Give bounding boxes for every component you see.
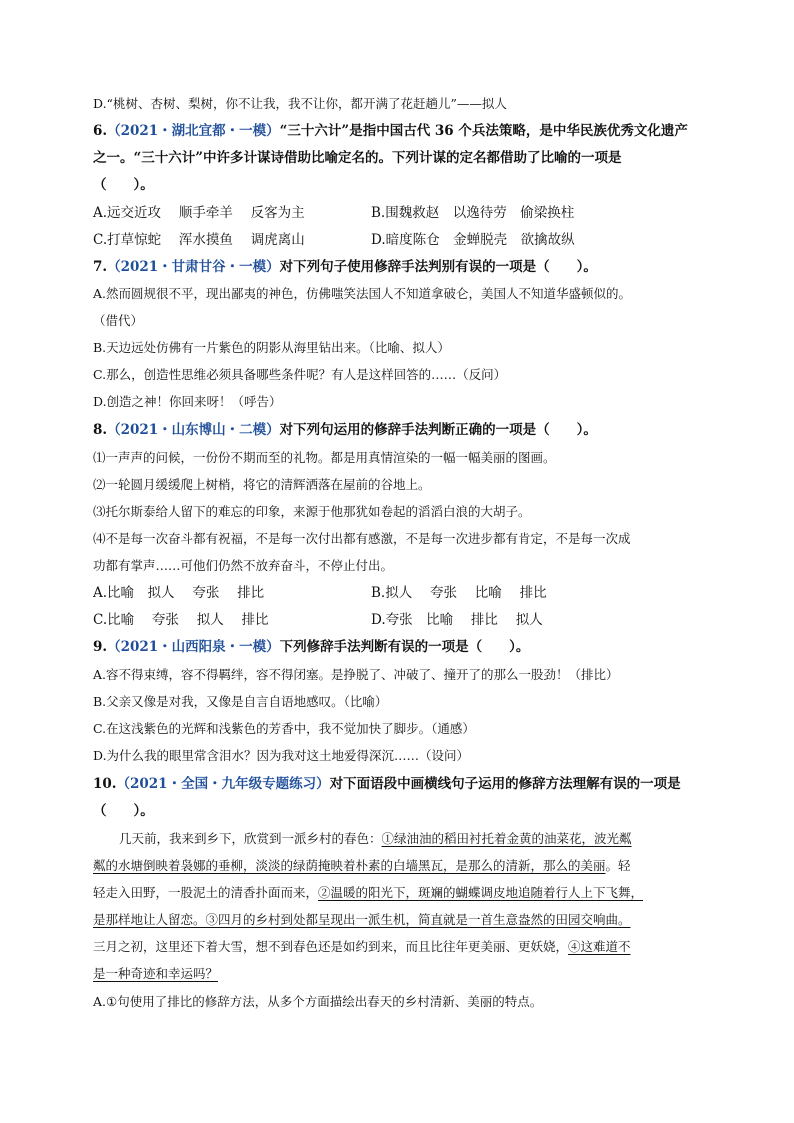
q7-option-a-line1: A.然而圆规很不平，现出鄙夷的神色，仿佛嗤笑法国人不知道拿破仑，美国人不知道华盛顿似的。 [93,286,632,301]
q6-stem-line3: （ ）。 [93,177,154,193]
q7-stem-text: 对下列句子使用修辞手法判别有误的一项是（ ）。 [279,259,597,275]
q10-passage-line4 [93,910,631,930]
q6-option-b: B.围魏救赵 以逸待劳 偷梁换柱 [371,205,575,221]
q10-stem-line2: （ ）。 [93,803,154,819]
q7-number: 7. [93,259,108,275]
q6-stem-text1: “三十六计”是指中国古代 36 个兵法策略，是中华民族优秀文化遗产 [279,123,688,139]
q6-option-a: A.远交近攻 顺手牵羊 反客为主 [93,205,305,221]
q7-option-d: D.创造之神！你回来呀！（呼告） [93,394,282,409]
q9-stem [93,637,529,657]
q7-option-c: C.那么，创造性思维必须具备哪些条件呢？有人是这样回答的……（反问） [93,367,507,382]
q10-source: （2021・全国・九年级专题练习） [116,776,330,792]
q10-passage-text: 。轻 [605,858,631,873]
q8-number: 8. [93,422,108,438]
q7-option-b: B.天边远处仿佛有一片紫色的阴影从海里钻出来。（比喻、拟人） [93,340,450,355]
q9-option-c: C.在这浅紫色的光辉和浅紫色的芳香中，我不觉加快了脚步。（通感） [93,721,475,736]
q10-passage-line5 [93,937,631,957]
q10-passage-line6 [93,964,218,984]
q10-underlined-sentence-4-cont: 是一种奇迹和幸运吗？ [93,966,219,981]
q6-stem-line2: 之一。“三十六计”中许多计谋诗借助比喻定名的。下列计谋的定名都借助了比喻的一项是 [93,150,622,166]
q10-stem-text: 对下面语段中画横线句子运用的修辞方法理解有误的一项是 [329,776,681,792]
q10-underlined-sentence-1-cont: 粼的水塘倒映着袅娜的垂柳，淡淡的绿荫掩映着朴素的白墙黑瓦，是那么的清新，那么的美丽 [93,858,606,873]
q8-sentence-4-line1: ⑷不是每一次奋斗都有祝福，不是每一次付出都有感激，不是每一次进步都有肯定，不是每一次成 [93,531,631,546]
q7-stem [93,257,597,277]
q8-source: （2021・山东博山・二模） [107,422,280,438]
q10-number: 10. [93,776,117,792]
q10-underlined-sentence-3: 是那样地让人留恋。③四月的乡村到处都呈现出一派生机，简直就是一首生意盎然的田园交响曲。 [93,912,631,927]
q6-number: 6. [93,123,108,139]
q8-option-a: A.比喻 拟人 夸张 排比 [93,585,265,601]
q10-stem-line1 [93,774,681,794]
q9-number: 9. [93,639,108,655]
q10-passage-line2 [93,856,631,876]
q10-underlined-sentence-2: ②温暖的阳光下，斑斓的蝴蝶调皮地追随着行人上下飞舞， [318,885,644,900]
q10-passage-line1 [93,829,632,849]
q8-sentence-1: ⑴一声声的问候，一份份不期而至的礼物。都是用真情渲染的一幅一幅美丽的图画。 [93,450,556,465]
q9-source: （2021・山西阳泉・一模） [107,639,280,655]
q5-option-d: D.“桃树、杏树、梨树，你不让我，我不让你，都开满了花赶趟儿”——拟人 [93,96,507,111]
q6-source: （2021・湖北宜都・一模） [107,123,280,139]
q8-sentence-4-line2: 功都有掌声……可他们仍然不放弃奋斗，不停止付出。 [93,558,394,573]
q7-source: （2021・甘肃甘谷・一模） [107,259,280,275]
q8-sentence-2: ⑵一轮圆月缓缓爬上树梢，将它的清辉洒落在屋前的谷地上。 [93,477,431,492]
q8-option-c: C.比喻 夸张 拟人 排比 [93,612,269,628]
q10-underlined-sentence-1: ①绿油油的稻田衬托着金黄的油菜花，波光粼 [381,831,632,846]
q9-option-b: B.父亲又像是对我，又像是自言自语地感叹。（比喻） [93,694,388,709]
q10-passage-line3 [93,883,643,903]
q10-underlined-sentence-4: ④这难道不 [568,939,631,954]
q8-sentence-3: ⑶托尔斯泰给人留下的难忘的印象，来源于他那犹如卷起的滔滔白浪的大胡子。 [93,504,531,519]
q9-stem-text: 下列修辞手法判断有误的一项是（ ）。 [279,639,530,655]
q10-passage-text: 三月之初，这里还下着大雪，想不到春色还是如约到来，而且比往年更美丽、更妖娆， [93,939,569,954]
q7-option-a-line2: （借代） [93,313,144,328]
q10-passage-text: 轻走入田野，一股泥土的清香扑面而来， [93,885,319,900]
q8-stem-text: 对下列句运用的修辞手法判断正确的一项是（ ）。 [279,422,597,438]
q9-option-a: A.容不得束缚，容不得羁绊，容不得闭塞。是挣脱了、冲破了、撞开了的那么一股劲！（排比） [93,667,619,682]
q6-option-d: D.暗度陈仓 金蝉脱壳 欲擒故纵 [371,232,575,248]
q6-option-c: C.打草惊蛇 浑水摸鱼 调虎离山 [93,232,305,248]
q8-option-b: B.拟人 夸张 比喻 排比 [371,585,547,601]
q8-option-d: D.夸张 比喻 排比 拟人 [371,612,543,628]
q10-option-a: A.①句使用了排比的修辞方法，从多个方面描绘出春天的乡村清新、美丽的特点。 [93,994,543,1009]
q8-stem [93,420,597,440]
q10-passage-text: 几天前，我来到乡下，欣赏到一派乡村的春色： [119,831,382,846]
q9-option-d: D.为什么我的眼里常含泪水？因为我对这土地爱得深沉……（设问） [93,748,470,763]
q6-stem-line1 [93,121,688,141]
